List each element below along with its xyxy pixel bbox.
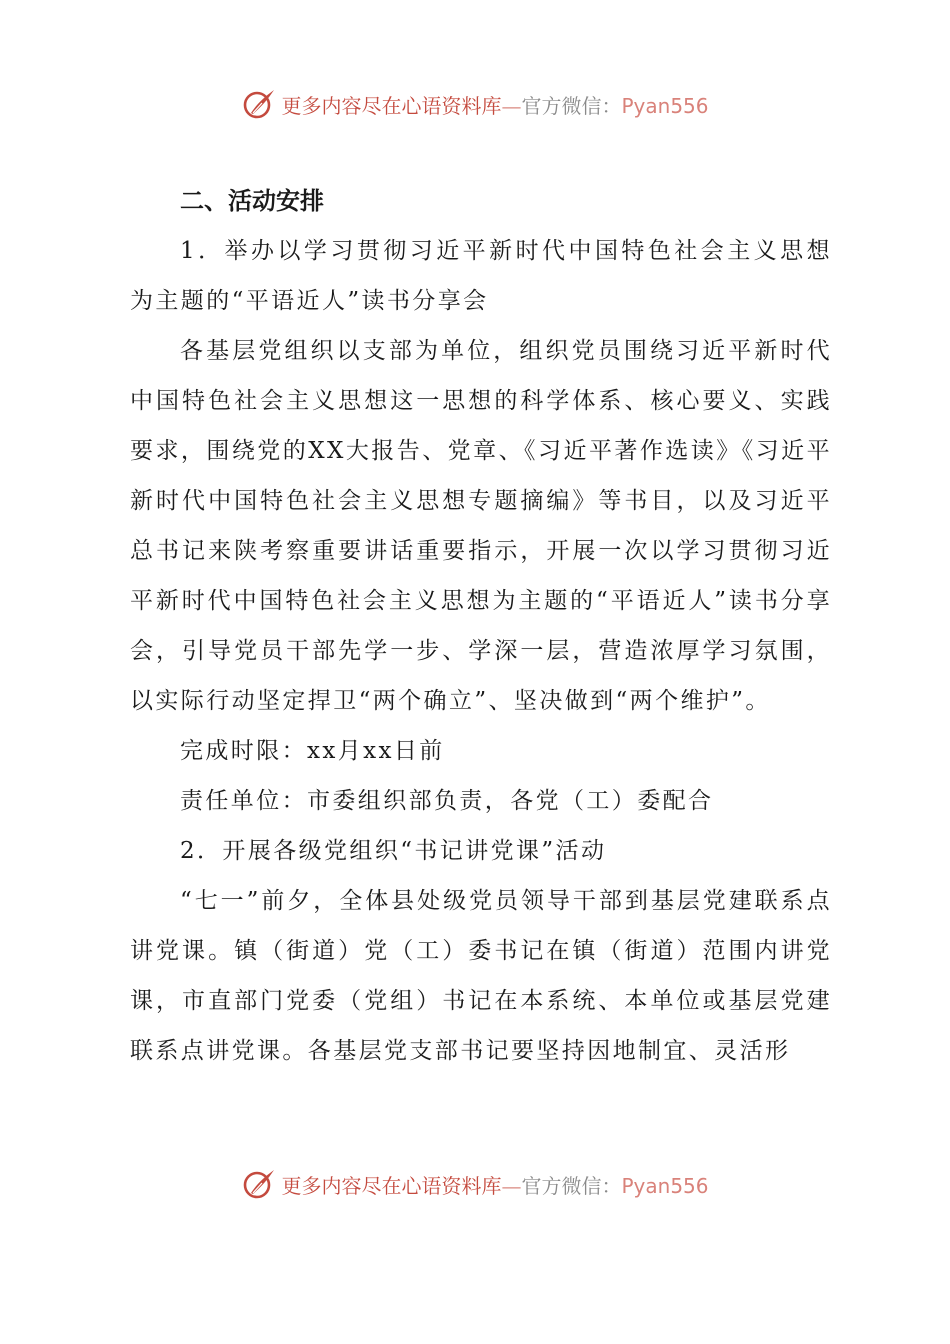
paragraph-item-2-title: 2．开展各级党组织“书记讲党课”活动 <box>180 838 607 864</box>
paragraph-item-2-body: “七一”前夕，全体县处级党员领导干部到基层党建联系点讲党课。镇（街道）党（工）委书记在镇（街道）范围内讲党课，市直部门党委（党组）书记在本系统、本单位或基层党建联系点讲党课。各基层党支部书记要坚持因地制宜、灵活形 <box>130 888 832 1064</box>
paragraph-item-1-body: 各基层党组织以支部为单位，组织党员围绕习近平新时代中国特色社会主义思想这一思想的科学体系、核心要义、实践要求，围绕党的XX大报告、党章、《习近平著作选读》《习近平新时代中国特色社会主义思想专题摘编》等书目，以及习近平总书记来陕考察重要讲话重要指示，开展一次以学习贯彻习近平新时代中国特色社会主义思想为主题的“平语近人”读书分享会，引导党员干部先学一步、学深一层，营造浓厚学习氛围，以实际行动坚定捍卫“两个确立”、坚决做到“两个维护”。 <box>130 338 832 714</box>
paragraph-item-1-title: 1．举办以学习贯彻习近平新时代中国特色社会主义思想为主题的“平语近人”读书分享会 <box>130 238 832 314</box>
watermark-text <box>281 90 708 119</box>
paragraph-deadline: 完成时限：xx月xx日前 <box>180 738 445 764</box>
watermark-separator: — <box>501 1173 522 1198</box>
section-heading: 二、活动安排 <box>180 187 324 215</box>
watermark-banner-top <box>0 84 950 124</box>
watermark-wechat-id: Pyan556 <box>621 1173 709 1198</box>
watermark-main: 更多内容尽在心语资料库 <box>281 1173 502 1198</box>
document-body <box>130 176 832 1076</box>
paragraph-responsible-unit: 责任单位：市委组织部负责，各党（工）委配合 <box>180 788 714 814</box>
quill-logo-icon <box>241 1166 277 1202</box>
quill-logo-icon <box>241 86 277 122</box>
watermark-banner-bottom <box>0 1164 950 1204</box>
watermark-main: 更多内容尽在心语资料库 <box>281 93 502 118</box>
watermark-wechat-id: Pyan556 <box>621 93 709 118</box>
watermark-label: 官方微信： <box>521 93 622 118</box>
watermark-separator: — <box>501 93 522 118</box>
watermark-text <box>281 1170 708 1199</box>
watermark-label: 官方微信： <box>521 1173 622 1198</box>
